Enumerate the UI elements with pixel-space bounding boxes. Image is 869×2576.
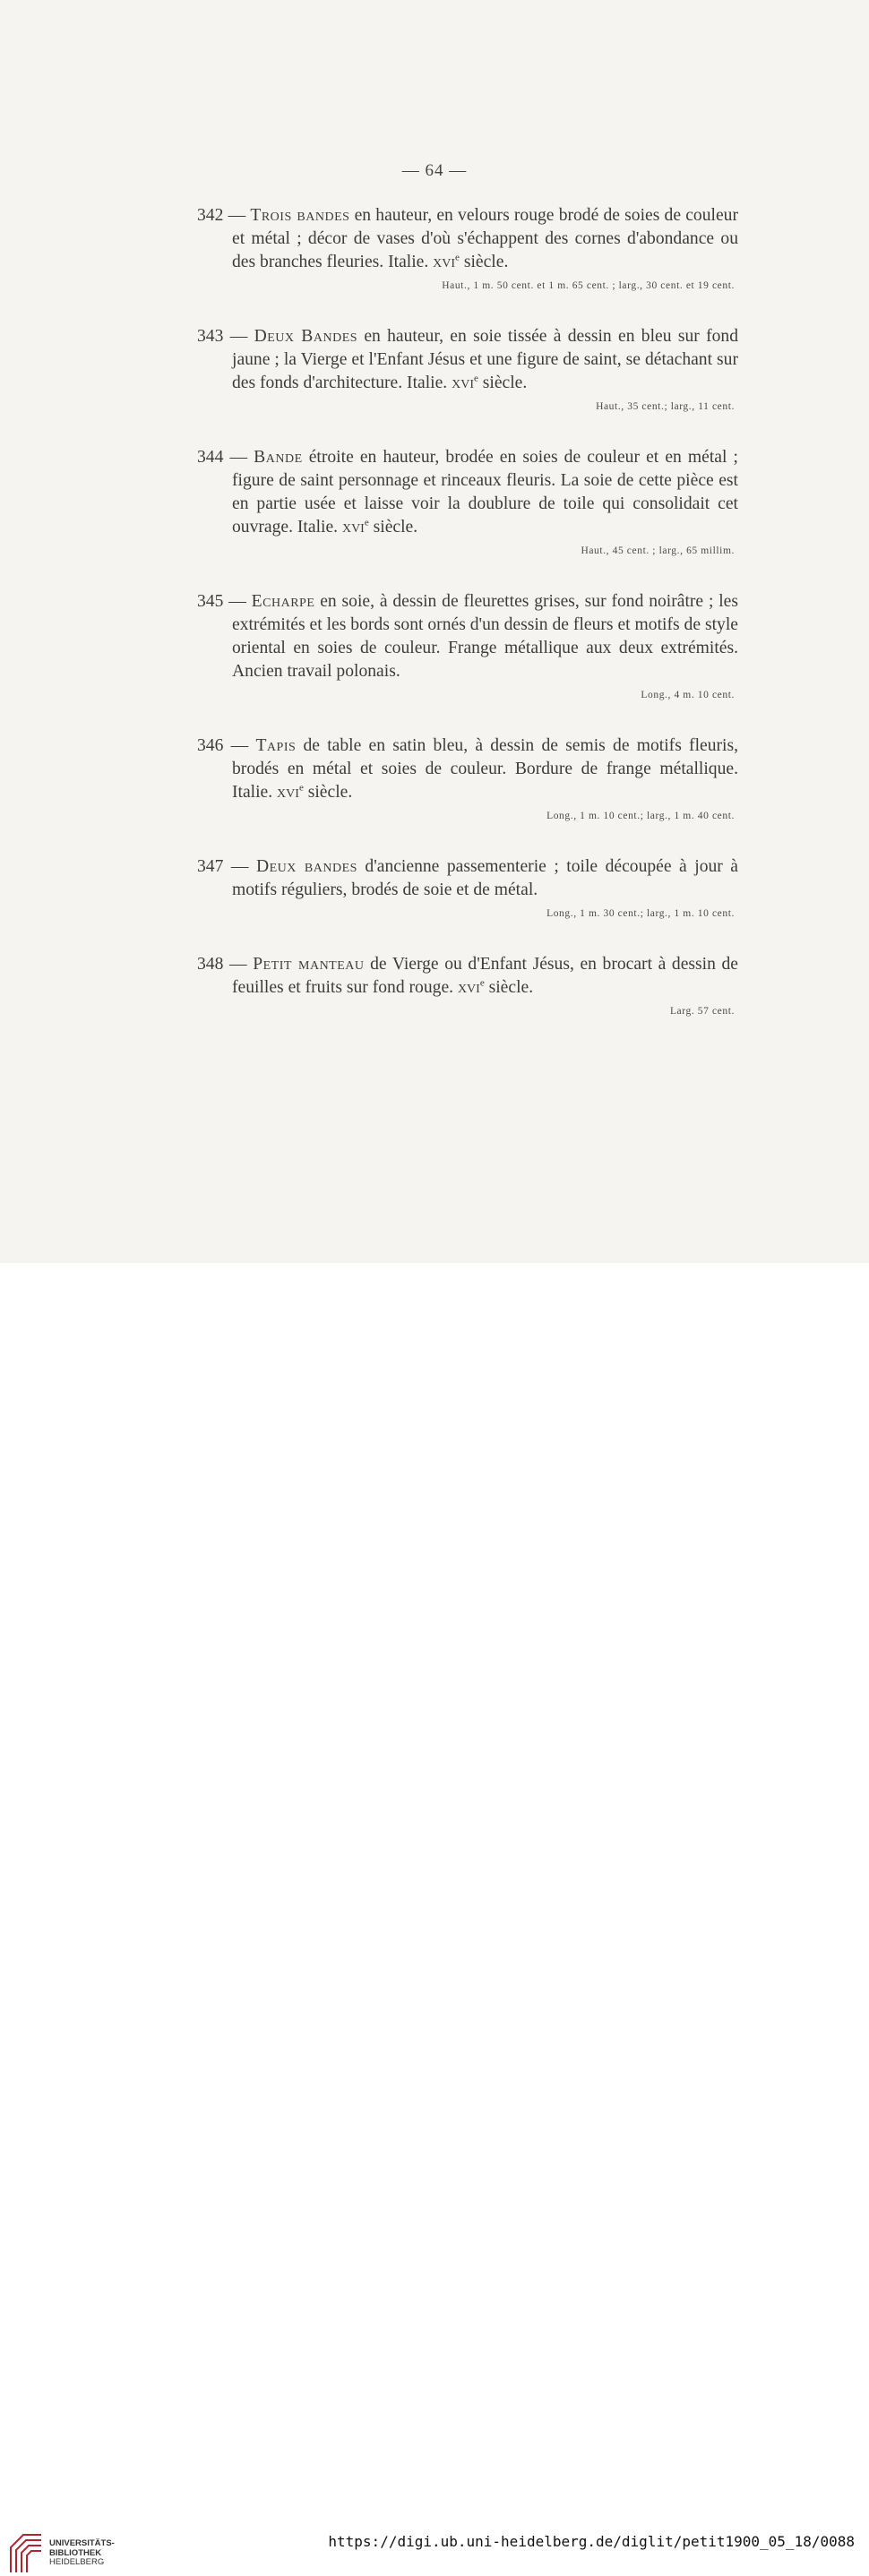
entry-number: 344	[197, 448, 224, 467]
entry-title: Tapis	[255, 736, 297, 755]
entry-dash: —	[228, 206, 246, 225]
catalog-entry	[197, 734, 738, 824]
library-name-line: HEIDELBERG	[49, 2557, 105, 2567]
entry-century-sup: e	[479, 977, 485, 989]
entry-century: xvi	[341, 518, 365, 537]
entry-body: étroite en hauteur, brodée en soies de couleur et en métal ; figure de saint personnage et rinceaux fleuris. La soie de cette pièce est en partie usée et laisse voir la doublure de toile qui consolidait cet ouvrage. Italie.	[232, 448, 738, 537]
entry-body: de Vierge ou d'Enfant Jésus, en brocart à dessin de feuilles et fruits sur fond rouge.	[232, 955, 739, 997]
entry-dash: —	[230, 857, 249, 876]
entry-number: 342	[197, 206, 224, 225]
entry-title: Deux bandes	[255, 857, 357, 876]
catalog-entries	[197, 204, 738, 1051]
library-logo-icon	[7, 2531, 45, 2576]
entry-text	[197, 446, 738, 539]
entry-title: Petit manteau	[253, 955, 365, 974]
entry-number: 347	[197, 857, 224, 876]
entry-title: Echarpe	[251, 592, 315, 611]
library-name-line: UNIVERSITÄTS-	[49, 2538, 115, 2548]
catalog-entry	[197, 325, 738, 415]
entry-body: de table en satin bleu, à dessin de semis de motifs fleuris, brodés en métal et soies de couleur. Bordure de frange métallique. Italie.	[232, 736, 738, 802]
entry-body: en hauteur, en velours rouge brodé de soies de couleur et métal ; décor de vases d'où s'échappent des cornes d'abondance ou des branches fleuries. Italie.	[232, 206, 738, 271]
entry-body-end: siècle.	[484, 978, 534, 997]
entry-dimensions: Long., 1 m. 30 cent.; larg., 1 m. 10 cent.	[546, 908, 735, 919]
entry-number: 343	[197, 327, 224, 346]
entry-body-end: siècle.	[478, 374, 528, 392]
entry-century: xvi	[433, 253, 456, 271]
entry-dash: —	[228, 592, 246, 611]
entry-text	[197, 590, 738, 683]
entry-body-end: siècle.	[368, 518, 418, 537]
entry-dimensions: Long., 1 m. 10 cent.; larg., 1 m. 40 cent.	[546, 811, 735, 821]
entry-century: xvi	[457, 978, 480, 997]
entry-number: 345	[197, 592, 224, 611]
entry-dimensions: Haut., 1 m. 50 cent. et 1 m. 65 cent. ; larg., 30 cent. et 19 cent.	[442, 280, 735, 291]
page-number: — 64 —	[401, 161, 468, 180]
entry-body-end: siècle.	[303, 783, 353, 802]
catalog-entry	[197, 953, 738, 1019]
entry-text	[197, 204, 738, 274]
entry-body-end: siècle.	[459, 253, 509, 271]
entry-body: en hauteur, en soie tissée à dessin en bleu sur fond jaune ; la Vierge et l'Enfant Jésus et une figure de saint, se détachant sur des fonds d'architecture. Italie.	[232, 327, 738, 392]
entry-century-sup: e	[455, 252, 460, 263]
entry-dash: —	[229, 955, 247, 974]
footer-bar	[0, 1263, 869, 2567]
entry-century: xvi	[277, 783, 299, 802]
entry-text	[197, 325, 738, 395]
entry-title: Deux Bandes	[254, 327, 358, 346]
source-url-link[interactable]: https://digi.ub.uni-heidelberg.de/diglit/petit1900_05_18/0088	[328, 2533, 855, 2550]
entry-body: d'ancienne passementerie ; toile découpée à jour à motifs réguliers, brodés de soie et de métal.	[232, 857, 738, 899]
entry-dash: —	[230, 736, 249, 755]
entry-dimensions: Haut., 45 cent. ; larg., 65 millim.	[581, 545, 735, 556]
entry-century-sup: e	[364, 517, 369, 528]
entry-text	[197, 953, 738, 1000]
entry-dash: —	[229, 448, 248, 467]
entry-century-sup: e	[473, 373, 478, 384]
catalog-entry	[197, 446, 738, 559]
entry-title: Bande	[254, 448, 303, 467]
library-name-line: BIBLIOTHEK	[49, 2547, 102, 2558]
entry-dimensions: Long., 4 m. 10 cent.	[641, 690, 735, 700]
entry-dimensions: Haut., 35 cent.; larg., 11 cent.	[596, 401, 735, 412]
document-page	[0, 0, 869, 1263]
catalog-entry	[197, 204, 738, 294]
entry-number: 346	[197, 736, 224, 755]
catalog-entry	[197, 855, 738, 922]
entry-dimensions: Larg. 57 cent.	[669, 1006, 735, 1017]
entry-text	[197, 734, 738, 804]
catalog-entry	[197, 590, 738, 703]
entry-century: xvi	[452, 374, 474, 392]
entry-century-sup: e	[298, 782, 304, 794]
library-name	[49, 2539, 115, 2568]
entry-number: 348	[197, 955, 224, 974]
entry-dash: —	[229, 327, 248, 346]
entry-body: en soie, à dessin de fleurettes grises, sur fond noirâtre ; les extrémités et les bords sont ornés d'un dessin de fleurs et motifs de style oriental en soies de couleur. Frange métallique aux deux extrémités. Ancien travail polonais.	[232, 592, 738, 681]
entry-title: Trois bandes	[250, 206, 350, 225]
entry-text	[197, 855, 738, 902]
